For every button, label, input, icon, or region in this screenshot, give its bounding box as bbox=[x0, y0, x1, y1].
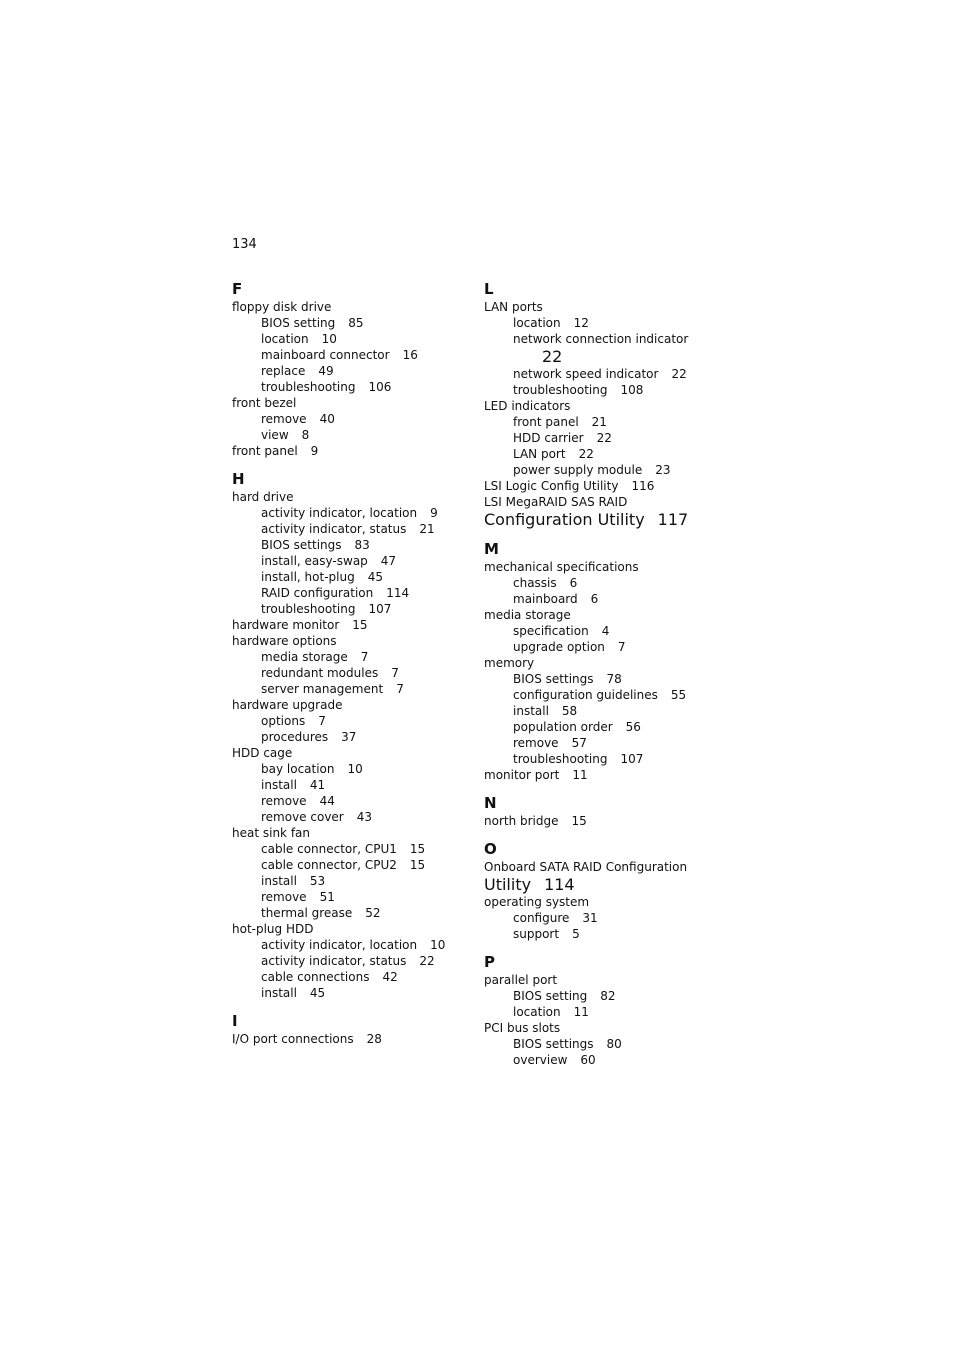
index-subentry bbox=[484, 1052, 724, 1068]
entry-term: parallel port bbox=[484, 973, 558, 987]
page-ref: 60 bbox=[580, 1053, 596, 1067]
entry-term: LSI MegaRAID SAS RAID bbox=[484, 495, 628, 509]
index-entry bbox=[232, 633, 477, 649]
entry-term: floppy disk drive bbox=[232, 300, 332, 314]
entry-term: remove bbox=[513, 736, 559, 750]
page-ref: 4 bbox=[601, 624, 610, 638]
index-subentry bbox=[232, 601, 477, 617]
section-letter: H bbox=[232, 470, 245, 488]
page-ref: 56 bbox=[625, 720, 641, 734]
page-ref: 7 bbox=[391, 666, 399, 680]
page-ref: 45 bbox=[309, 986, 326, 1000]
page-ref: 5 bbox=[572, 927, 580, 941]
continuation-text: 22 bbox=[542, 347, 563, 366]
entry-term: BIOS setting bbox=[261, 316, 336, 330]
index-subentry bbox=[484, 315, 724, 331]
continuation-text: Utility bbox=[484, 875, 532, 894]
entry-term: network speed indicator bbox=[513, 367, 659, 381]
index-entry bbox=[484, 1020, 724, 1036]
entry-term: activity indicator, location bbox=[261, 938, 418, 952]
entry-term: cable connections bbox=[261, 970, 370, 984]
index-section bbox=[232, 470, 477, 1001]
page-ref: 117 bbox=[657, 510, 689, 529]
entry-term: RAID configuration bbox=[261, 586, 374, 600]
index-entry bbox=[232, 825, 477, 841]
page-ref: 21 bbox=[591, 415, 607, 429]
index-subentry bbox=[232, 905, 477, 921]
index-subentry bbox=[232, 553, 477, 569]
entry-term: install, easy-swap bbox=[261, 554, 368, 568]
entry-term: configure bbox=[513, 911, 570, 925]
entry-term: BIOS setting bbox=[513, 989, 588, 1003]
index-subentry bbox=[232, 649, 477, 665]
index-subentry bbox=[484, 988, 724, 1004]
entry-term: population order bbox=[513, 720, 613, 734]
page-ref: 15 bbox=[409, 858, 426, 872]
page-ref: 7 bbox=[360, 650, 369, 664]
entry-term: specification bbox=[513, 624, 589, 638]
entry-term: LED indicators bbox=[484, 399, 571, 413]
entry-term: options bbox=[261, 714, 306, 728]
entry-term: install bbox=[261, 874, 297, 888]
entry-term: support bbox=[513, 927, 560, 941]
page-ref: 78 bbox=[606, 672, 622, 686]
page-ref: 51 bbox=[319, 890, 335, 904]
index-subentry bbox=[232, 857, 477, 873]
entry-term: location bbox=[513, 316, 561, 330]
page-ref: 22 bbox=[671, 367, 687, 381]
entry-term: I/O port connections bbox=[232, 1032, 354, 1046]
page-ref: 6 bbox=[569, 576, 578, 590]
index-entry bbox=[484, 859, 724, 875]
page-ref: 28 bbox=[366, 1032, 382, 1046]
index-subentry bbox=[232, 521, 477, 537]
section-letter: P bbox=[484, 953, 495, 971]
index-subentry bbox=[232, 347, 477, 363]
entry-term: HDD cage bbox=[232, 746, 293, 760]
index-subentry bbox=[484, 462, 724, 478]
index-subentry bbox=[484, 575, 724, 591]
index-entry bbox=[484, 607, 724, 623]
entry-term: media storage bbox=[484, 608, 571, 622]
index-subentry bbox=[484, 331, 724, 347]
index-subentry bbox=[232, 411, 477, 427]
entry-term: thermal grease bbox=[261, 906, 353, 920]
entry-term: install, hot-plug bbox=[261, 570, 355, 584]
page-ref: 82 bbox=[600, 989, 616, 1003]
entry-term: hardware monitor bbox=[232, 618, 340, 632]
entry-term: mainboard connector bbox=[261, 348, 390, 362]
page-ref: 10 bbox=[347, 762, 363, 776]
page-ref: 47 bbox=[380, 554, 397, 568]
page-ref: 57 bbox=[571, 736, 587, 750]
entry-term: hard drive bbox=[232, 490, 294, 504]
page-ref: 85 bbox=[348, 316, 364, 330]
index-subentry bbox=[232, 777, 477, 793]
entry-term: chassis bbox=[513, 576, 557, 590]
page-ref: 22 bbox=[419, 954, 435, 968]
entry-term: view bbox=[261, 428, 289, 442]
index-subentry bbox=[484, 414, 724, 430]
index-subentry bbox=[484, 671, 724, 687]
entry-term: cable connector, CPU2 bbox=[261, 858, 397, 872]
entry-term: replace bbox=[261, 364, 306, 378]
index-entry bbox=[484, 494, 724, 510]
page-ref: 37 bbox=[341, 730, 357, 744]
page-ref: 83 bbox=[354, 538, 370, 552]
index-subentry bbox=[484, 751, 724, 767]
entry-term: bay location bbox=[261, 762, 335, 776]
index-entry bbox=[484, 559, 724, 575]
entry-term: install bbox=[513, 704, 549, 718]
page-ref: 107 bbox=[620, 752, 644, 766]
page-ref: 15 bbox=[409, 842, 426, 856]
page-ref: 15 bbox=[571, 814, 587, 828]
page-ref: 53 bbox=[309, 874, 326, 888]
entry-term: network connection indicator bbox=[513, 332, 689, 346]
index-subentry bbox=[484, 1004, 724, 1020]
section-letter: M bbox=[484, 540, 499, 558]
index-section bbox=[484, 840, 724, 942]
page-ref: 108 bbox=[620, 383, 644, 397]
entry-term: power supply module bbox=[513, 463, 643, 477]
entry-term: troubleshooting bbox=[513, 752, 608, 766]
index-subentry bbox=[232, 953, 477, 969]
entry-term: remove bbox=[261, 890, 307, 904]
entry-term: HDD carrier bbox=[513, 431, 584, 445]
index-subentry bbox=[232, 681, 477, 697]
entry-term: upgrade option bbox=[513, 640, 605, 654]
page-ref: 31 bbox=[582, 911, 598, 925]
page-ref: 44 bbox=[319, 794, 335, 808]
section-letter: F bbox=[232, 280, 243, 298]
page-ref: 10 bbox=[430, 938, 446, 952]
index-subentry bbox=[484, 591, 724, 607]
page-ref: 114 bbox=[544, 875, 575, 894]
entry-term: configuration guidelines bbox=[513, 688, 658, 702]
index-subentry bbox=[232, 841, 477, 857]
page-ref: 7 bbox=[396, 682, 404, 696]
section-letter: N bbox=[484, 794, 497, 812]
entry-term: activity indicator, status bbox=[261, 522, 407, 536]
index-subentry bbox=[232, 873, 477, 889]
page-ref: 52 bbox=[365, 906, 381, 920]
page-number: 134 bbox=[232, 237, 257, 252]
entry-term: location bbox=[261, 332, 309, 346]
index-subentry bbox=[232, 889, 477, 905]
index-subentry bbox=[484, 366, 724, 382]
index-entry bbox=[484, 655, 724, 671]
entry-term: front panel bbox=[232, 444, 298, 458]
index-subentry bbox=[484, 687, 724, 703]
index-subentry bbox=[232, 937, 477, 953]
index-subentry bbox=[232, 761, 477, 777]
index-entry bbox=[484, 478, 724, 494]
entry-term: remove bbox=[261, 412, 307, 426]
page-ref: 11 bbox=[573, 1005, 589, 1019]
index-section bbox=[484, 280, 724, 529]
page-ref: 43 bbox=[356, 810, 373, 824]
page-ref: 55 bbox=[670, 688, 687, 702]
page-ref: 21 bbox=[419, 522, 435, 536]
entry-term: front bezel bbox=[232, 396, 297, 410]
entry-term: hot-plug HDD bbox=[232, 922, 314, 936]
entry-term: activity indicator, location bbox=[261, 506, 418, 520]
section-letter: O bbox=[484, 840, 497, 858]
index-entry bbox=[232, 299, 477, 315]
page-ref: 11 bbox=[572, 768, 588, 782]
index-subentry bbox=[232, 315, 477, 331]
entry-term: overview bbox=[513, 1053, 568, 1067]
index-subentry bbox=[232, 363, 477, 379]
index-column-left bbox=[232, 280, 477, 1047]
entry-term: troubleshooting bbox=[513, 383, 608, 397]
page-ref: 114 bbox=[386, 586, 410, 600]
page-ref: 6 bbox=[590, 592, 599, 606]
entry-term: remove bbox=[261, 794, 307, 808]
page-ref: 8 bbox=[301, 428, 310, 442]
index-subentry bbox=[484, 703, 724, 719]
index-subentry bbox=[232, 505, 477, 521]
index-subentry bbox=[484, 926, 724, 942]
page-ref: 12 bbox=[573, 316, 589, 330]
page-ref: 106 bbox=[368, 380, 392, 394]
entry-term: hardware options bbox=[232, 634, 337, 648]
entry-term: front panel bbox=[513, 415, 579, 429]
entry-term: BIOS settings bbox=[513, 1037, 594, 1051]
entry-term: install bbox=[261, 778, 297, 792]
entry-term: mainboard bbox=[513, 592, 578, 606]
page-ref: 41 bbox=[309, 778, 326, 792]
entry-term: procedures bbox=[261, 730, 329, 744]
section-letter: L bbox=[484, 280, 494, 298]
entry-term: north bridge bbox=[484, 814, 559, 828]
entry-term: remove cover bbox=[261, 810, 344, 824]
entry-term: cable connector, CPU1 bbox=[261, 842, 397, 856]
index-subentry bbox=[232, 793, 477, 809]
index-entry bbox=[232, 395, 477, 411]
page-ref: 16 bbox=[402, 348, 418, 362]
entry-term: location bbox=[513, 1005, 561, 1019]
entry-term: install bbox=[261, 986, 297, 1000]
index-subentry bbox=[232, 569, 477, 585]
page-ref: 49 bbox=[318, 364, 334, 378]
index-entry bbox=[232, 697, 477, 713]
page-ref: 22 bbox=[596, 431, 612, 445]
index-entry bbox=[484, 894, 724, 910]
entry-term: memory bbox=[484, 656, 535, 670]
page-ref: 7 bbox=[318, 714, 326, 728]
index-subentry bbox=[232, 331, 477, 347]
entry-continuation bbox=[484, 875, 724, 894]
page-ref: 15 bbox=[352, 618, 368, 632]
index-subentry bbox=[484, 1036, 724, 1052]
index-subentry bbox=[484, 446, 724, 462]
entry-term: LAN port bbox=[513, 447, 566, 461]
index-subentry bbox=[484, 735, 724, 751]
index-entry bbox=[484, 767, 724, 783]
page-ref: 42 bbox=[382, 970, 398, 984]
entry-term: heat sink fan bbox=[232, 826, 310, 840]
page-ref: 80 bbox=[606, 1037, 622, 1051]
entry-term: media storage bbox=[261, 650, 348, 664]
index-section bbox=[232, 280, 477, 459]
entry-continuation bbox=[484, 347, 724, 366]
page-ref: 40 bbox=[319, 412, 335, 426]
entry-term: LAN ports bbox=[484, 300, 543, 314]
entry-continuation bbox=[484, 510, 724, 529]
index-entry bbox=[484, 299, 724, 315]
page-ref: 58 bbox=[561, 704, 578, 718]
entry-term: redundant modules bbox=[261, 666, 379, 680]
index-entry bbox=[232, 489, 477, 505]
page-ref: 22 bbox=[578, 447, 594, 461]
index-subentry bbox=[484, 719, 724, 735]
entry-term: monitor port bbox=[484, 768, 560, 782]
index-subentry bbox=[232, 969, 477, 985]
index-column-right bbox=[484, 280, 724, 1068]
index-entry bbox=[232, 1031, 477, 1047]
index-entry bbox=[232, 921, 477, 937]
index-entry bbox=[484, 398, 724, 414]
index-subentry bbox=[484, 910, 724, 926]
index-section bbox=[484, 794, 724, 829]
page-ref: 7 bbox=[617, 640, 626, 654]
entry-term: troubleshooting bbox=[261, 602, 356, 616]
entry-term: hardware upgrade bbox=[232, 698, 343, 712]
index-subentry bbox=[232, 985, 477, 1001]
page-ref: 23 bbox=[655, 463, 671, 477]
entry-term: troubleshooting bbox=[261, 380, 356, 394]
index-subentry bbox=[232, 713, 477, 729]
index-section bbox=[484, 953, 724, 1068]
index-section bbox=[484, 540, 724, 783]
entry-term: PCI bus slots bbox=[484, 1021, 561, 1035]
index-subentry bbox=[484, 639, 724, 655]
page-ref: 9 bbox=[430, 506, 438, 520]
index-subentry bbox=[232, 809, 477, 825]
entry-term: mechanical specifications bbox=[484, 560, 639, 574]
page-ref: 107 bbox=[368, 602, 392, 616]
index-section bbox=[232, 1012, 477, 1047]
index-subentry bbox=[484, 623, 724, 639]
section-letter: I bbox=[232, 1012, 238, 1030]
index-subentry bbox=[484, 382, 724, 398]
entry-term: BIOS settings bbox=[513, 672, 594, 686]
continuation-text: Configuration Utility bbox=[484, 510, 645, 529]
entry-term: Onboard SATA RAID Configuration bbox=[484, 860, 688, 874]
index-entry bbox=[484, 813, 724, 829]
index-entry bbox=[232, 745, 477, 761]
entry-term: server management bbox=[261, 682, 384, 696]
index-entry bbox=[232, 443, 477, 459]
page-ref: 45 bbox=[367, 570, 383, 584]
index-subentry bbox=[232, 665, 477, 681]
page-ref: 9 bbox=[310, 444, 319, 458]
page-ref: 116 bbox=[631, 479, 655, 493]
index-subentry bbox=[232, 585, 477, 601]
index-entry bbox=[484, 972, 724, 988]
index-subentry bbox=[232, 729, 477, 745]
entry-term: activity indicator, status bbox=[261, 954, 407, 968]
entry-term: LSI Logic Config Utility bbox=[484, 479, 619, 493]
entry-term: operating system bbox=[484, 895, 590, 909]
index-subentry bbox=[232, 379, 477, 395]
index-entry bbox=[232, 617, 477, 633]
index-subentry bbox=[232, 427, 477, 443]
index-subentry bbox=[484, 430, 724, 446]
entry-term: BIOS settings bbox=[261, 538, 342, 552]
index-subentry bbox=[232, 537, 477, 553]
page-ref: 10 bbox=[321, 332, 337, 346]
